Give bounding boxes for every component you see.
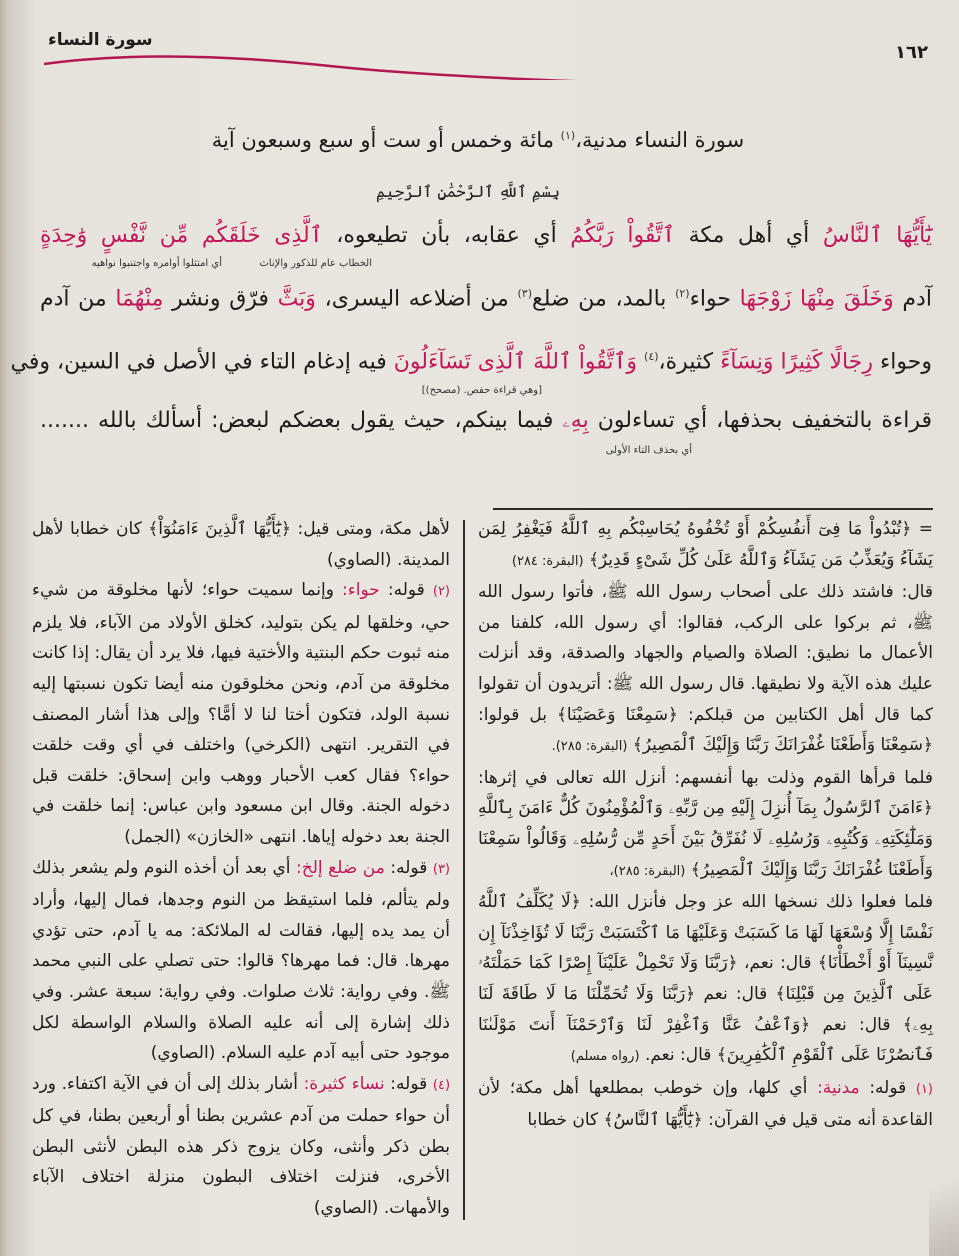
main-line-3 [10,343,932,397]
quran-text: بِهِۦ [562,407,589,433]
main-line-4 [40,407,933,456]
running-title: سورة النساء [48,30,153,50]
column-divider [463,520,465,1220]
citation: (رواه مسلم) [570,1049,640,1065]
hadith-paragraph [478,577,933,763]
footnote-keyword: نساء كثيرة: [303,1073,385,1094]
footnote-keyword: مدنية: [817,1077,860,1098]
quran-text: وَخَلَقَ مِنْهَا زَوْجَهَا [739,286,894,312]
hadith-text: فلما قرأها القوم وذلت بها أنفسهم: أنزل الله تعالى في إثرها: ﴿ءَامَنَ ٱلرَّسُولُ بِمَآ أُنزِلَ إِلَيْهِ مِن رَّبِّهِۦ وَٱلْمُؤْمِنُونَ كُلٌّ ءَامَنَ بِٱللَّهِ وَمَلَٰٓئِكَتِهِۦ وَكُتُبِهِۦ وَرُسُلِهِۦ لَا نُفَرِّقُ بَيْنَ أَحَدٍ مِّن رُّسُلِهِۦ وَقَالُواْ سَمِعْنَا وَأَطَعْنَا غُفْرَانَكَ رَبَّنَا وَإِلَيْكَ ٱلْمَصِيرُ﴾ [478,767,933,880]
quran-text: وَٱتَّقُواْ ٱللَّهَ ٱلَّذِى تَسَآءَلُونَ [393,349,638,375]
interlinear-gloss: أي امتثلوا أوامره واجتنبوا نواهيه [91,258,222,269]
main-line-2 [40,280,932,313]
citation: (البقرة: ٢٨٥)، [609,863,686,879]
commentary-text: آدم [893,286,932,312]
footnote-text: أي كلها، وإن خوطب بمطلعها أهل مكة؛ لأن القاعدة أنه متى قيل في القرآن: ﴿يَٰٓأَيُّهَا ٱلنَّاسُ﴾ كان خطابا [478,1077,933,1131]
hadith-paragraph [478,763,933,887]
surah-intro [198,128,758,152]
commentary-text: كثيرة، [658,349,721,375]
commentary-text: فيما بينكم، حيث يقول بعضكم لبعض: أسألك بالله ....... [40,407,563,433]
footnote-2 [32,575,450,852]
footnote-number: (٤) [432,1077,451,1093]
commentary-text: فرّق ونشر [163,286,278,312]
footnote-number: (٣) [432,861,450,877]
book-page [8,0,959,1256]
quran-text: وَبَثَّ [277,286,316,312]
footnote-label: قوله: [390,1073,428,1094]
quran-text: يَٰٓأَيُّهَا ٱلنَّاسُ [822,223,932,248]
spacer [637,350,644,375]
commentary-text: من آدم [40,286,116,312]
page-corner-shadow [929,1136,959,1256]
footnote-1 [478,1073,933,1136]
hadith-text: فلما فعلوا ذلك نسخها الله عز وجل فأنزل الله: ﴿لَا يُكَلِّفُ ٱللَّهُ نَفْسًا إِلَّا وُسْعَهَا لَهَا مَا كَسَبَتْ وَعَلَيْهَا مَا ٱكْتَسَبَتْ رَبَّنَا لَا تُؤَاخِذْنَآ إِن نَّسِينَآ أَوْ أَخْطَأْنَا﴾ قال: نعم، ﴿رَبَّنَا وَلَا تَحْمِلْ عَلَيْنَآ إِصْرًا كَمَا حَمَلْتَهُۥ عَلَى ٱلَّذِينَ مِن قَبْلِنَا﴾ قال: نعم ﴿رَبَّنَا وَلَا تُحَمِّلْنَا مَا لَا طَاقَةَ لَنَا بِهِۦ﴾ قال: نعم ﴿وَٱعْفُ عَنَّا وَٱغْفِرْ لَنَا وَٱرْحَمْنَآ أَنتَ مَوْلَىٰنَا فَٱنصُرْنَا عَلَى ٱلْقَوْمِ ٱلْكَٰفِرِينَ﴾ قال: نعم. [478,892,933,1066]
quran-quote: = ﴿تُبْدُواْ مَا فِىٓ أَنفُسِكُمْ أَوْ تُخْفُوهُ يُحَاسِبْكُم بِهِ ٱللَّهُ فَيَغْفِرُ لِمَن يَشَآءُ وَيُعَذِّبُ مَن يَشَآءُ وَٱللَّهُ عَلَىٰ كُلِّ شَىْءٍ قَدِيرٌ﴾ [478,519,933,570]
footnote-label: قوله: [387,580,425,601]
footnotes-right-column [478,514,933,1136]
interlinear-gloss: الخطاب عام للذكور والإناث [259,258,372,269]
footnotes-left-column [32,514,450,1224]
hadith-text: قال: فاشتد ذلك على أصحاب رسول الله ﷺ، فأتوا رسول الله ﷺ، ثم بركوا على الركب، فقالوا: أي رسول الله، كلفنا من الأعمال ما نطيق: الصلاة والصيام والجهاد والصدقة، وقد أنزلت عليك هذه الآية ولا نطيقها. قال رسول الله ﷺ: أتريدون أن تقولوا كما قال أهل الكتابين من قبلكم: ﴿سَمِعْنَا وَعَصَيْنَا﴾ بل قولوا: ﴿سَمِعْنَا وَأَطَعْنَا غُفْرَانَكَ رَبَّنَا وَإِلَيْكَ ٱلْمَصِيرُ﴾ [478,582,933,756]
quran-text: مِنْهُمَا [115,286,164,312]
footnote-label: قوله: [869,1077,907,1098]
interlinear-gloss: أي بحذف التاء الأولى [605,444,692,456]
basmala: بِسْمِ ٱللَّهِ ٱلرَّحْمَٰنِ ٱلرَّحِيمِ [375,182,560,201]
page-header [30,20,959,80]
footnote-number: (١) [915,1081,933,1097]
footnote-separator [493,508,933,510]
intro-text-cont: مائة وخمس أو ست أو سبع وسبعون آية [211,128,561,152]
footnote-marker[interactable]: (١) [560,129,576,142]
main-tafsir-text [10,222,933,456]
commentary-text: من أضلاعه اليسرى، [315,286,518,312]
editor-note: [وهي قراءة حفص. (مصحح)] [421,385,542,397]
footnote-number: (٢) [432,584,450,600]
commentary-text: قراءة بالتخفيف بحذفها، أي تساءلون [588,407,933,433]
footnote-keyword: من ضلع إلخ: [296,857,385,878]
footnote-keyword: حواء: [342,580,380,601]
commentary-text: فيه إدغام التاء في الأصل في السين، وفي [10,349,394,375]
footnote-marker[interactable]: (٤) [644,350,659,364]
commentary-text: وحواء [872,349,932,375]
commentary-text: بالمد، من ضلع [531,286,676,312]
commentary-text: حواء [689,286,740,312]
intro-text: سورة النساء مدنية، [575,128,745,152]
footnote-3 [32,853,450,1069]
footnote-text: أي بعد أن أخذه النوم ولم يشعر بذلك ولم يتألم، فلما استيقظ من النوم وجدها، فمال إليها، وأراد أن يمد يده إليها، فقالت له الملائكة: مه يا آدم، حتى تؤدي مهرها. قال: فما مهرها؟ قالوا: حتى تصلي على النبي محمد ﷺ. وفي رواية: ثلاث صلوات. وفي رواية: سبعة عشر. وفي ذلك إشارة إلى أنه عليه الصلاة والسلام الواسطة لكل موجود حتى أبيه آدم عليه السلام. (الصاوي) [32,857,450,1064]
footnote-1-continued: لأهل مكة، ومتى قيل: ﴿يَٰٓأَيُّهَا ٱلَّذِينَ ءَامَنُوٓاْ﴾ كان خطابا لأهل المدينة. (الصاوي) [32,519,450,570]
hadith-paragraph [478,514,933,577]
commentary-text: أي أهل مكة [675,223,823,248]
footnote-text: أشار بذلك إلى أن في الآية اكتفاء. ورد أن حواء حملت من آدم عشرين بطنا أو أربعين بطنا، في كل بطن ذكر وأنثى، وكان يزوج ذكر هذه البطن لأنثى البطن الأخرى، فنزلت اختلاف البطون منزلة اختلاف الآباء والأمهات. (الصاوي) [32,1073,450,1219]
citation: (البقرة: ٢٨٥). [551,739,628,755]
citation: (البقرة: ٢٨٤) [511,553,584,569]
main-line-1 [40,222,932,269]
footnote-marker[interactable]: (٢) [675,287,690,300]
header-rule-line [30,20,959,80]
footnote-text: وإنما سميت حواء؛ لأنها مخلوقة من شيء حي، وخلقها لم يكن بتوليد، كخلق الأولاد من الآباء، فلا يلزم منه ثبوت حكم البنتية والأختية فيها، فلا يرد أن يقال: إذا كانت مخلوقة من آدم، ونحن مخلوقون منه أيضا تكون نسبتها إليه نسبة الولد، فتكون أختا لنا لا أمًّا؟ وإلى هذا أشار المصنف في التقرير. انتهى (الكرخي) واختلف في أي وقت خلقت حواء؟ فقال كعب الأحبار ووهب وابن إسحاق: خلقت قبل دخوله الجنة. وقال ابن مسعود وابن عباس: إنما خلقت في الجنة بعد دخوله إياها. انتهى «الخازن» (الجمل) [32,580,450,847]
page-number: ١٦٢ [895,42,928,63]
quran-text: ٱتَّقُواْ رَبَّكُمُ [570,223,676,248]
commentary-text: أي عقابه، بأن تطيعوه، [322,223,571,248]
footnote-marker[interactable]: (٣) [517,287,532,300]
quran-text: ٱلَّذِى خَلَقَكُم مِّن نَّفْسٍ وَٰحِدَةٍ [40,223,323,248]
footnote-4 [32,1069,450,1224]
footnote-label: قوله: [390,857,428,878]
hadith-paragraph [478,887,933,1073]
quran-text: رِجَالًا كَثِيرًا وَنِسَآءً [720,349,873,375]
